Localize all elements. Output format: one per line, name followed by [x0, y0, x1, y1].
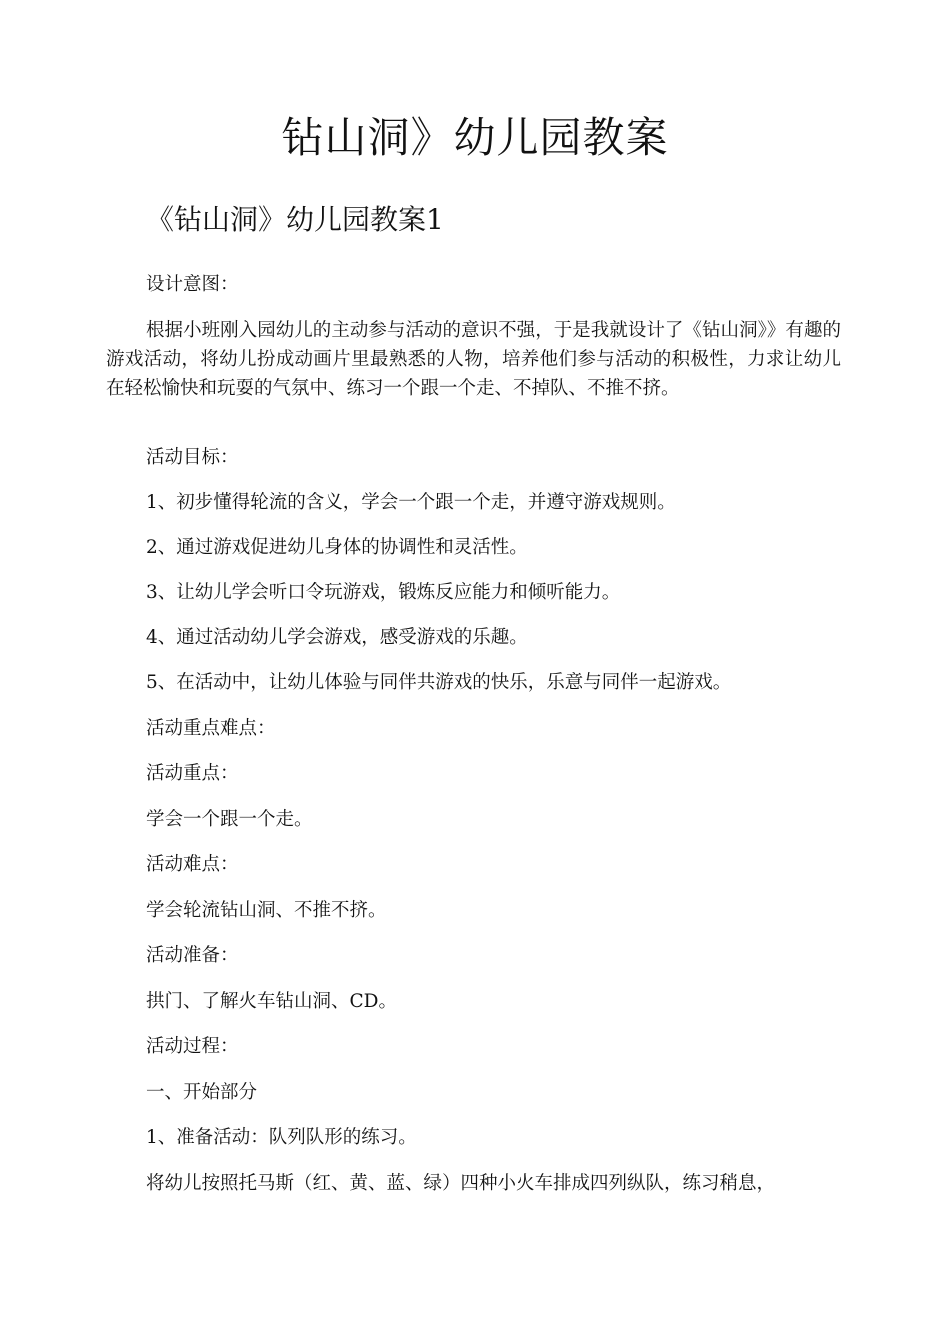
paragraph-goal-1: 1、初步懂得轮流的含义，学会一个跟一个走，并遵守游戏规则。	[146, 492, 676, 513]
paragraph-difficulty-label: 活动难点：	[146, 854, 239, 875]
paragraph-process-label: 活动过程：	[146, 1036, 239, 1057]
paragraph-goal-3: 3、让幼儿学会听口令玩游戏，锻炼反应能力和倾听能力。	[146, 582, 621, 603]
paragraph-goal-2: 2、通过游戏促进幼儿身体的协调性和灵活性。	[146, 537, 528, 558]
paragraph-goal-5: 5、在活动中，让幼儿体验与同伴共游戏的快乐，乐意与同伴一起游戏。	[146, 672, 732, 693]
paragraph-design-intent-body: 根据小班刚入园幼儿的主动参与活动的意识不强，于是我就设计了《钻山洞》》有趣的游戏活动，将幼儿扮成动画片里最熟悉的人物，培养他们参与活动的积极性，力求让幼儿在轻松愉快和玩耍的气氛中、练习一个跟一个走、不掉队、不推不挤。	[106, 320, 841, 399]
section-heading: 《钻山洞》幼儿园教案1	[146, 203, 444, 236]
paragraph-preparation-label: 活动准备：	[146, 945, 239, 966]
paragraph-goal-4: 4、通过活动幼儿学会游戏，感受游戏的乐趣。	[146, 627, 528, 648]
paragraph-difficulty-body: 学会轮流钻山洞、不推不挤。	[146, 900, 387, 921]
paragraph-preparation-body: 拱门、了解火车钻山洞、CD。	[146, 991, 397, 1012]
paragraph-design-intent-label: 设计意图：	[146, 274, 239, 295]
paragraph-key-difficult-label: 活动重点难点：	[146, 718, 276, 739]
document-title: 钻山洞》幼儿园教案	[281, 113, 669, 162]
paragraph-key-point-label: 活动重点：	[146, 763, 239, 784]
paragraph-formation: 将幼儿按照托马斯（红、黄、蓝、绿）四种小火车排成四列纵队，练习稍息，	[146, 1173, 776, 1194]
paragraph-key-point-body: 学会一个跟一个走。	[146, 809, 313, 830]
paragraph-part-one: 一、开始部分	[146, 1082, 258, 1103]
paragraph-goals-label: 活动目标：	[146, 447, 239, 468]
paragraph-warmup: 1、准备活动：队列队形的练习。	[146, 1127, 417, 1148]
